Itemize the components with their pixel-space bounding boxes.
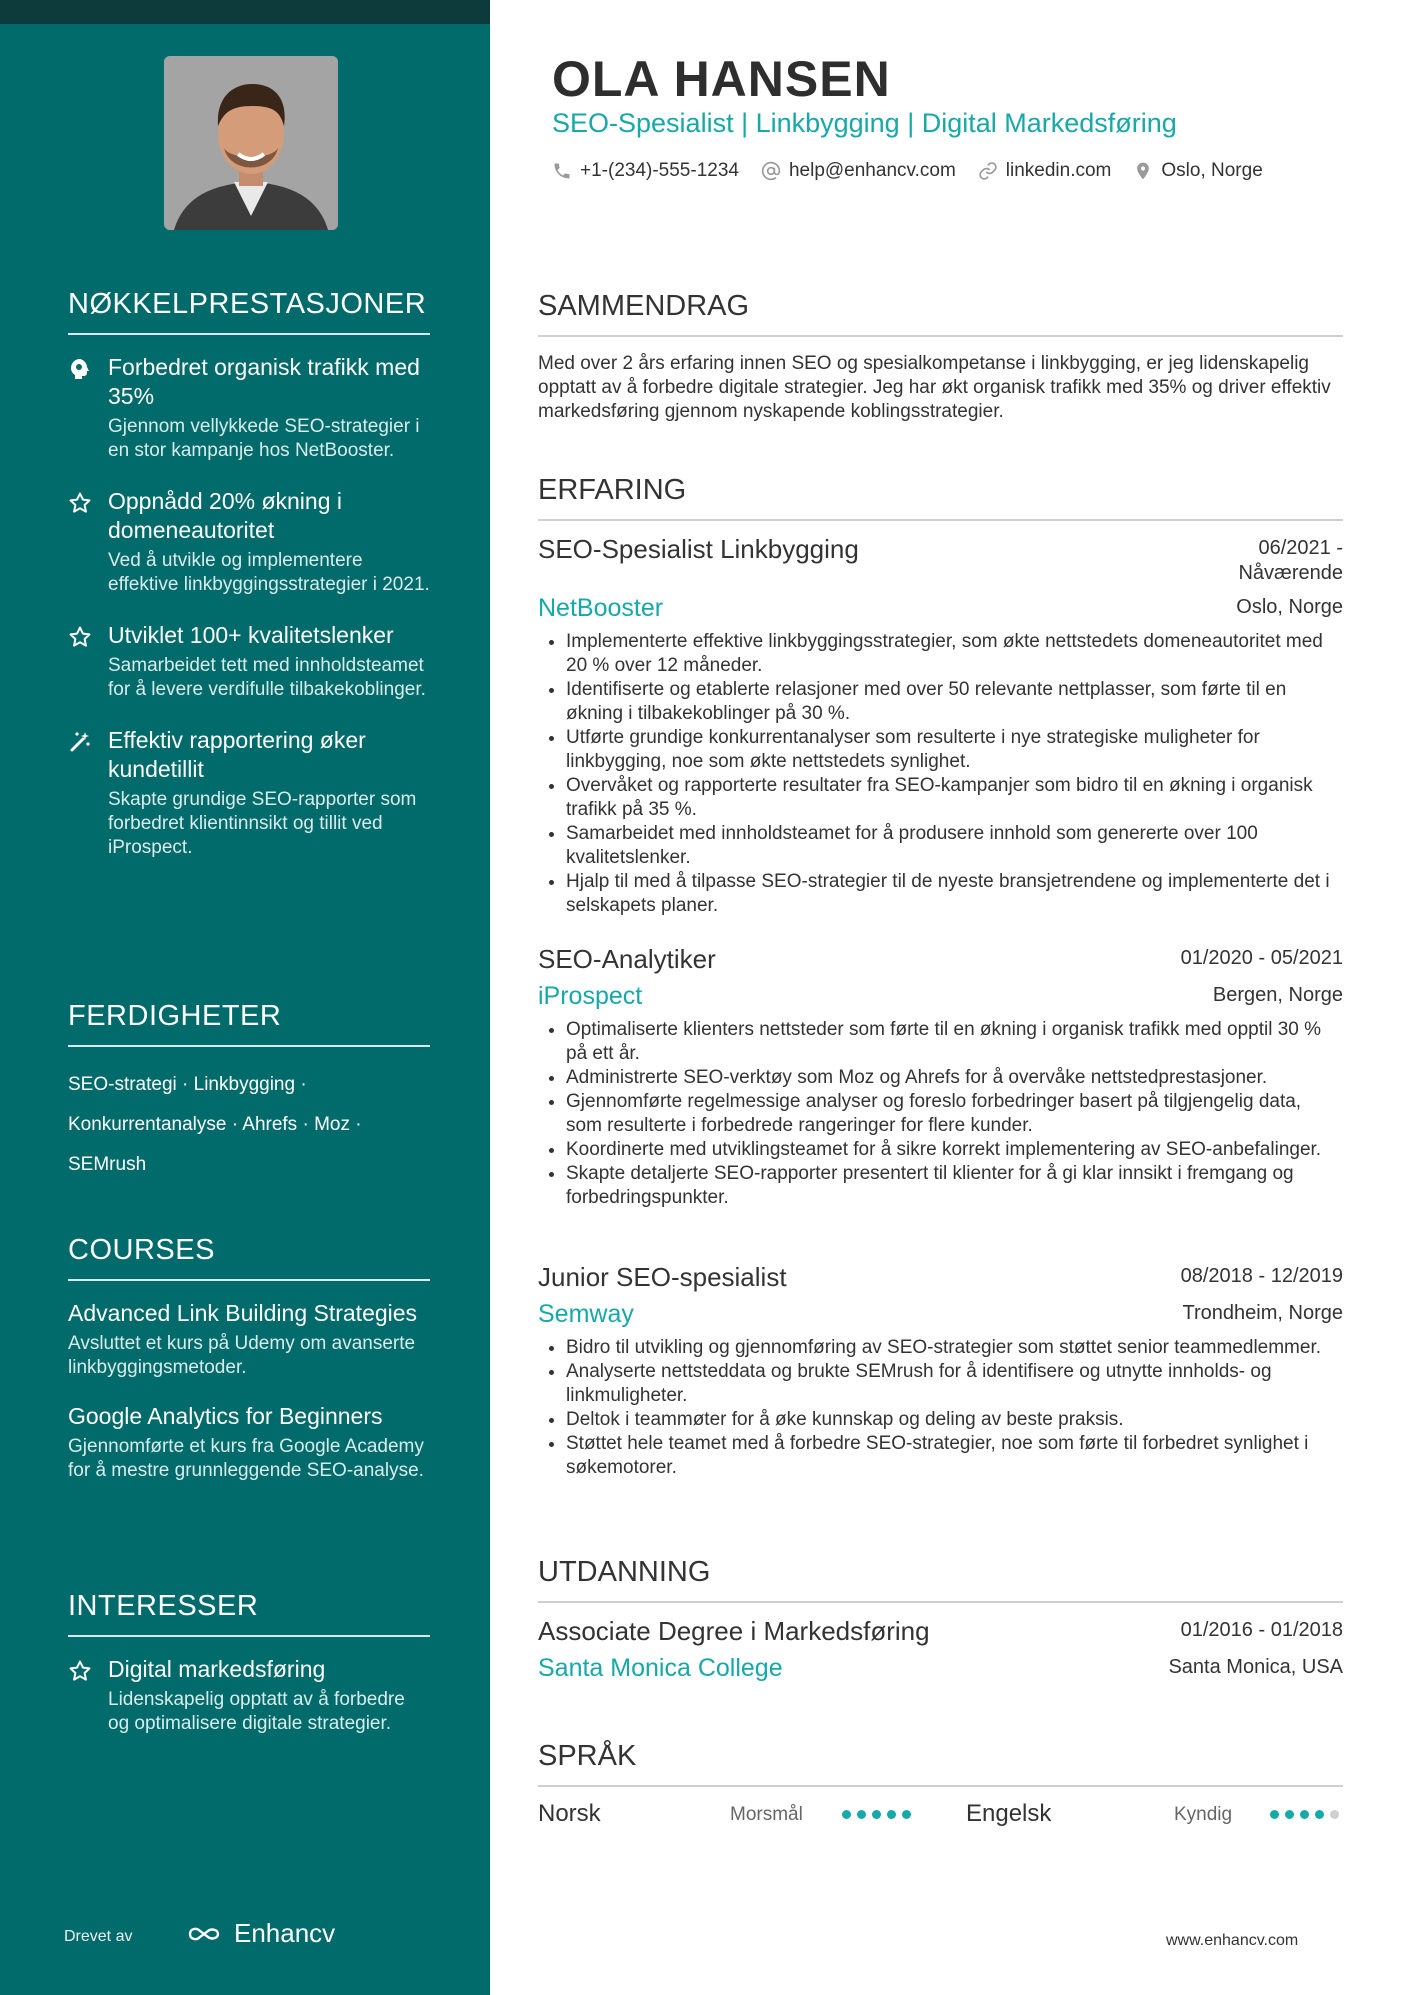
- profile-photo: [164, 56, 338, 230]
- course-title: Advanced Link Building Strategies: [68, 1300, 418, 1326]
- linkedin-text: linkedin.com: [1005, 160, 1112, 181]
- skills-title: FERDIGHETER: [68, 1000, 430, 1047]
- achievement-item: [68, 621, 430, 702]
- job-company: NetBooster: [538, 594, 664, 622]
- enhancv-logo-icon: [182, 1923, 226, 1945]
- brain-icon: [68, 357, 92, 381]
- achievement-title: Oppnådd 20% økning i domeneautoritet: [108, 488, 342, 543]
- job-bullet: • Identifiserte og etablerte relasjoner med over 50 relevante nettplasser, som førte til en økning i tilbakekoblinger på 30 %.: [566, 678, 1343, 726]
- summary-text: Med over 2 års erfaring innen SEO og spesialkompetanse i linkbygging, er jeg lidenskapelig opptatt av å forbedre digitale strategier. Jeg har økt organisk trafikk med 35% og driver effektiv markedsføring gjennom nyskapende koblingsstrategier.: [538, 353, 1331, 422]
- job-date: 08/2018 - 12/2019: [1180, 1265, 1343, 1287]
- brand-name: Enhancv: [234, 1918, 336, 1948]
- job-entry: [538, 1262, 1343, 1480]
- achievements-section: [68, 288, 430, 884]
- job-bullet: • Overvåket og rapporterte resultater fra SEO-kampanjer som bidro til en økning i organisk trafikk på 35 %.: [566, 774, 1343, 822]
- phone-icon: [552, 161, 572, 181]
- education-date: 01/2016 - 01/2018: [1180, 1619, 1343, 1641]
- location-pin-icon: [1133, 161, 1153, 181]
- footer-url[interactable]: www.enhancv.com: [1166, 1932, 1299, 1949]
- job-date: 01/2020 - 05/2021: [1180, 947, 1343, 969]
- degree-title: Associate Degree i Markedsføring: [538, 1616, 930, 1646]
- achievement-title: Forbedret organisk trafikk med 35%: [108, 354, 420, 409]
- job-bullet: • Implementerte effektive linkbyggingsstrategier, som økte nettstedets domeneautoritet med 20 % over 12 måneder.: [566, 630, 1343, 678]
- achievement-desc: Ved å utvikle og implementere effektive linkbyggingsstrategier i 2021.: [108, 550, 430, 595]
- job-location: Oslo, Norge: [1236, 596, 1343, 618]
- phone-text: +1-(234)-555-1234: [580, 160, 739, 181]
- rating-dot: [1315, 1810, 1324, 1819]
- achievement-item: [68, 353, 430, 463]
- language-name: Engelsk: [966, 1800, 1052, 1827]
- rating-dot: [1285, 1810, 1294, 1819]
- rating-dot: [887, 1810, 896, 1819]
- link-icon: [978, 161, 998, 181]
- at-sign-icon: [761, 161, 781, 181]
- achievement-item: [68, 726, 430, 860]
- language-rating: [1270, 1810, 1339, 1819]
- sidebar: [0, 0, 490, 1995]
- language-level: Kyndig: [1174, 1804, 1233, 1825]
- brand-logo[interactable]: [182, 1918, 335, 1949]
- rating-dot: [872, 1810, 881, 1819]
- email-text: help@enhancv.com: [788, 160, 956, 181]
- job-bullet: • Optimaliserte klienters nettsteder som førte til en økning i organisk trafikk med opptil 30 % på ett år.: [566, 1018, 1343, 1066]
- star-icon: [68, 1659, 92, 1683]
- rating-dot: [857, 1810, 866, 1819]
- interests-section: [68, 1590, 430, 1760]
- language-name: Norsk: [538, 1800, 601, 1827]
- candidate-tagline: SEO-Spesialist | Linkbygging | Digital Markedsføring: [552, 108, 1177, 138]
- achievement-desc: Skapte grundige SEO-rapporter som forbedret klientinnsikt og tillit ved iProspect.: [108, 789, 417, 858]
- rating-dot: [1270, 1810, 1279, 1819]
- job-company: iProspect: [538, 982, 643, 1010]
- rating-dot: [1330, 1810, 1339, 1819]
- courses-title: COURSES: [68, 1234, 430, 1281]
- job-bullet: • Gjennomførte regelmessige analyser og foreslo forbedringer basert på tilgjengelig data, som resulterte i forbedrede rangeringer for flere kunder.: [566, 1090, 1343, 1138]
- course-item: [68, 1299, 430, 1380]
- achievement-title: Utviklet 100+ kvalitetslenker: [108, 622, 394, 648]
- education-entry: [538, 1616, 1343, 1688]
- courses-section: [68, 1234, 430, 1505]
- job-company: Semway: [538, 1300, 634, 1328]
- interest-title: Digital markedsføring: [108, 1656, 326, 1682]
- rating-dot: [1300, 1810, 1309, 1819]
- sidebar-top-bar: [0, 0, 490, 24]
- job-bullet: • Administrerte SEO-verktøy som Moz og Ahrefs for å overvåke nettstedprestasjoner.: [566, 1066, 1343, 1090]
- skills-row: Konkurrentanalyse · Ahrefs · Moz ·: [68, 1114, 362, 1135]
- star-icon: [68, 491, 92, 515]
- interests-title: INTERESSER: [68, 1590, 430, 1637]
- school-name: Santa Monica College: [538, 1654, 783, 1682]
- job-bullet: • Koordinerte med utviklingsteamet for å sikre korrekt implementering av SEO-anbefalinger.: [566, 1138, 1343, 1162]
- contact-phone[interactable]: [552, 160, 739, 182]
- achievement-title: Effektiv rapportering øker kundetillit: [108, 727, 366, 782]
- job-bullet: • Hjalp til med å tilpasse SEO-strategier til de nyeste bransjetrendene og implementerte det i selskapets planer.: [566, 870, 1343, 918]
- job-bullets: [538, 1018, 1343, 1210]
- job-bullet: • Skapte detaljerte SEO-rapporter presentert til klienter for å gi klar innsikt i fremgang og forbedringspunkter.: [566, 1162, 1343, 1210]
- achievement-item: [68, 487, 430, 597]
- skills-section: [68, 1000, 430, 1185]
- course-item: [68, 1402, 430, 1483]
- candidate-name: OLA HANSEN: [552, 51, 891, 107]
- job-bullet: • Analyserte nettsteddata og brukte SEMrush for å identifisere og utnytte innholds- og linkmuligheter.: [566, 1360, 1343, 1408]
- school-location: Santa Monica, USA: [1168, 1656, 1343, 1678]
- star-icon: [68, 625, 92, 649]
- skills-row: SEMrush: [68, 1154, 147, 1175]
- location-text: Oslo, Norge: [1161, 160, 1263, 181]
- job-location: Trondheim, Norge: [1182, 1302, 1343, 1324]
- contact-location: [1133, 160, 1262, 182]
- contact-bar: [552, 160, 1263, 182]
- achievement-desc: Samarbeidet tett med innholdsteamet for å levere verdifulle tilbakekoblinger.: [108, 655, 426, 700]
- job-location: Bergen, Norge: [1212, 984, 1343, 1006]
- job-bullet: • Støttet hele teamet med å forbedre SEO-strategier, noe som førte til forbedret synlighet i søkemotorer.: [566, 1432, 1343, 1480]
- rating-dot: [842, 1810, 851, 1819]
- course-title: Google Analytics for Beginners: [68, 1403, 383, 1429]
- job-bullet: • Utførte grundige konkurrentanalyser som resulterte i nye strategiske muligheter for linkbygging, noe som økte nettstedets synlighet.: [566, 726, 1343, 774]
- skills-row: SEO-strategi · Linkbygging ·: [68, 1074, 307, 1095]
- interest-item: [68, 1655, 430, 1736]
- interest-desc: Lidenskapelig opptatt av å forbedre og optimalisere digitale strategier.: [108, 1689, 405, 1734]
- job-bullet: • Deltok i teammøter for å øke kunnskap og deling av beste praksis.: [566, 1408, 1343, 1432]
- job-title: SEO-Analytiker: [538, 944, 716, 974]
- job-title: SEO-Spesialist Linkbygging: [538, 534, 859, 564]
- job-bullets: [538, 1336, 1343, 1480]
- job-bullet: • Samarbeidet med innholdsteamet for å produsere innhold som genererte over 100 kvalitetslenker.: [566, 822, 1343, 870]
- education-title: UTDANNING: [538, 1556, 1343, 1603]
- contact-email[interactable]: [761, 160, 956, 182]
- summary-title: SAMMENDRAG: [538, 290, 1343, 337]
- magic-wand-icon: [68, 730, 92, 754]
- job-bullets: [538, 630, 1343, 918]
- job-bullet: • Bidro til utvikling og gjennomføring av SEO-strategier som støttet senior teammedlemmer.: [566, 1336, 1343, 1360]
- job-entry: [538, 534, 1343, 918]
- languages-row: [538, 1800, 1343, 1830]
- rating-dot: [902, 1810, 911, 1819]
- job-title: Junior SEO-spesialist: [538, 1262, 787, 1292]
- language-level: Morsmål: [730, 1804, 803, 1825]
- contact-linkedin[interactable]: [978, 160, 1112, 182]
- languages-title: SPRÅK: [538, 1740, 1343, 1787]
- job-entry: [538, 944, 1343, 1210]
- course-desc: Avsluttet et kurs på Udemy om avanserte linkbyggingsmetoder.: [68, 1333, 416, 1378]
- experience-title: ERFARING: [538, 474, 1343, 521]
- powered-by-label: Drevet av: [64, 1928, 133, 1945]
- achievement-desc: Gjennom vellykkede SEO-strategier i en stor kampanje hos NetBooster.: [108, 416, 420, 461]
- language-rating: [842, 1810, 911, 1819]
- course-desc: Gjennomførte et kurs fra Google Academy for å mestre grunnleggende SEO-analyse.: [68, 1436, 424, 1481]
- achievements-title: NØKKELPRESTASJONER: [68, 288, 430, 335]
- job-date: 06/2021 - Nåværende: [1238, 537, 1343, 584]
